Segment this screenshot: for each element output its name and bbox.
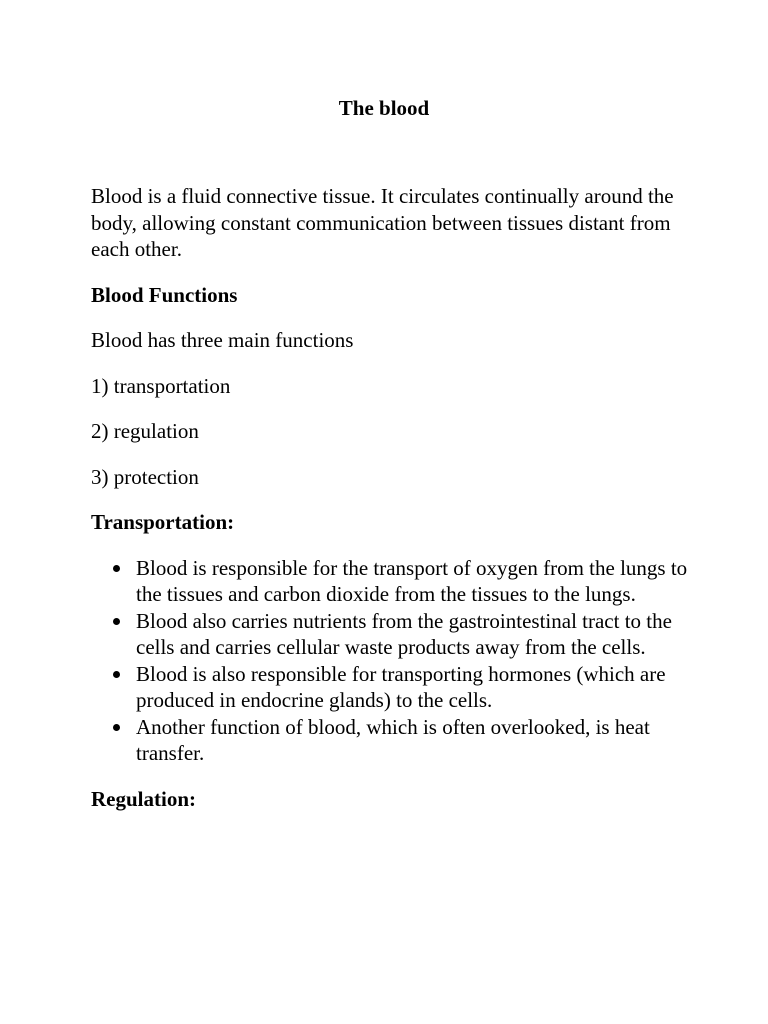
function-item: 2) regulation (91, 419, 199, 443)
bullet-text: Blood is responsible for the transport of oxygen from the lungs to the tissues and carbon dioxide from the tissues to the lungs. (136, 555, 688, 606)
bullet-item (91, 714, 691, 767)
regulation-heading: Regulation: (91, 786, 196, 811)
bullet-item (91, 608, 691, 661)
bullet-item (91, 661, 691, 714)
function-item: 1) transportation (91, 373, 231, 398)
bullet-icon (113, 671, 120, 678)
bullet-icon (113, 618, 120, 625)
document-body (91, 183, 691, 831)
bullet-text: Another function of blood, which is often overlooked, is heat transfer. (136, 714, 650, 765)
bullet-text: Blood is also responsible for transporting hormones (which are produced in endocrine glands) to the cells. (136, 661, 666, 712)
bullet-icon (113, 724, 120, 731)
function-item: 3) protection (91, 464, 199, 489)
transportation-bullet-list (91, 555, 691, 767)
blood-functions-heading: Blood Functions (91, 282, 238, 307)
intro-paragraph: Blood is a fluid connective tissue. It circulates continually around the body, allowing constant communication between tissues distant from each other. (91, 184, 674, 261)
functions-intro: Blood has three main functions (91, 328, 354, 352)
transportation-heading: Transportation: (91, 510, 235, 534)
bullet-text: Blood also carries nutrients from the gastrointestinal tract to the cells and carries cellular waste products away from the cells. (136, 608, 672, 659)
page-title: The blood (338, 96, 430, 120)
bullet-item (91, 555, 691, 608)
bullet-icon (113, 565, 120, 572)
